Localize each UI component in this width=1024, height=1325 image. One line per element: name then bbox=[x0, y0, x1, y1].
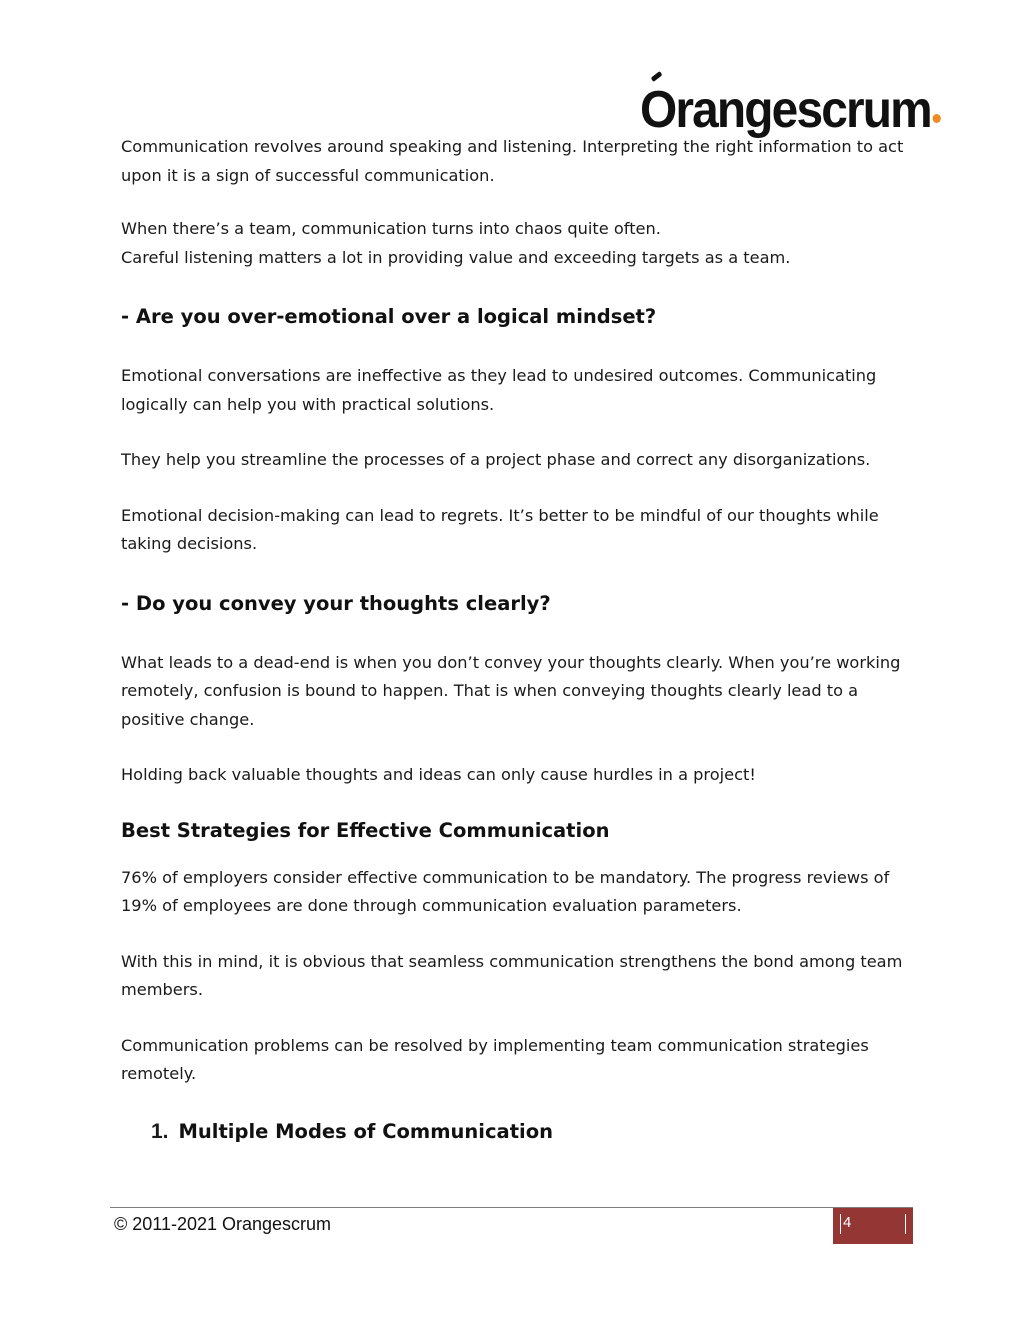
paragraph-communication-problems: Communication problems can be resolved by implementing team communication strategies remotely. bbox=[121, 1035, 869, 1083]
document-body bbox=[121, 133, 911, 1146]
paragraph-dead-end: What leads to a dead-end is when you don’t convey your thoughts clearly. When you’re working remotely, confusion is bound to happen. That is when conveying thoughts clearly lead to a positive change. bbox=[121, 652, 901, 729]
paragraph-emotional-conversations: Emotional conversations are ineffective as they lead to undesired outcomes. Communicating logically can help you with practical solutions. bbox=[121, 366, 877, 414]
paragraph-careful-listening: Careful listening matters a lot in providing value and exceeding targets as a team. bbox=[121, 247, 791, 267]
paragraph-seamless-communication: With this in mind, it is obvious that seamless communication strengthens the bond among team members. bbox=[121, 951, 903, 999]
footer-copyright: © 2011-2021 Orangescrum bbox=[114, 1214, 332, 1234]
heading-over-emotional: - Are you over-emotional over a logical mindset? bbox=[121, 305, 657, 328]
heading-best-strategies: Best Strategies for Effective Communication bbox=[121, 818, 610, 842]
paragraph-emotional-decisions: Emotional decision-making can lead to regrets. It’s better to be mindful of our thoughts while taking decisions. bbox=[121, 505, 879, 553]
paragraph-employers-stat: 76% of employers consider effective communication to be mandatory. The progress reviews of 19% of employees are done through communication evaluation parameters. bbox=[121, 867, 890, 915]
heading-multiple-modes: Multiple Modes of Communication bbox=[178, 1119, 553, 1143]
heading-convey-thoughts: - Do you convey your thoughts clearly? bbox=[121, 591, 551, 615]
footer-divider bbox=[110, 1207, 913, 1208]
paragraph-team-chaos: When there’s a team, communication turns into chaos quite often. bbox=[121, 219, 661, 238]
paragraph-holding-back: Holding back valuable thoughts and ideas can only cause hurdles in a project! bbox=[121, 765, 756, 784]
page-number-box bbox=[833, 1208, 913, 1244]
page-number: 4 bbox=[843, 1214, 852, 1231]
paragraph-streamline: They help you streamline the processes of a project phase and correct any disorganizations. bbox=[121, 450, 871, 469]
paragraph-intro: Communication revolves around speaking and listening. Interpreting the right information to act upon it is a sign of successful communication. bbox=[121, 137, 904, 185]
logo-dot-icon bbox=[933, 114, 941, 123]
numbered-heading-multiple-modes bbox=[151, 1118, 911, 1146]
logo-wordmark: Orangescrum bbox=[640, 84, 941, 136]
orangescrum-logo bbox=[640, 58, 967, 139]
list-number: 1. bbox=[151, 1119, 169, 1143]
